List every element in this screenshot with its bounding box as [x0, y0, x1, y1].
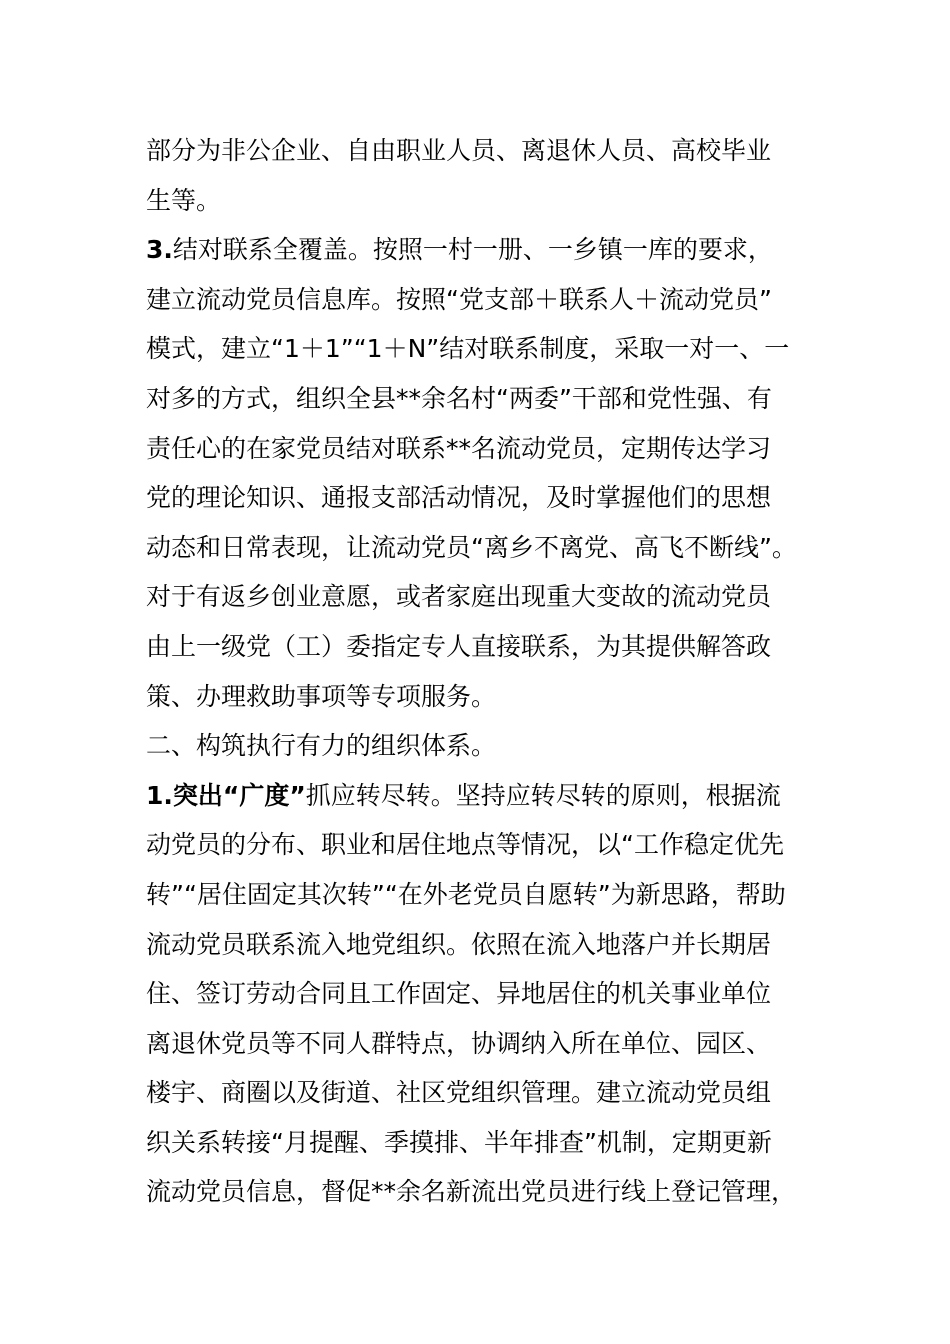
document-body [146, 126, 836, 1217]
text-line: 对于有返乡创业意愿，或者家庭出现重大变故的流动党员 [146, 582, 772, 612]
item-number: 1. [146, 780, 173, 810]
section-heading: 二、构筑执行有力的组织体系。 [146, 731, 497, 761]
item-3-first-line [146, 225, 836, 275]
item-number: 3. [146, 235, 173, 265]
text-line: 建立流动党员信息库。按照“党支部＋联系人＋流动党员” [146, 284, 772, 314]
text-line: 部分为非公企业、自由职业人员、离退休人员、高校毕业 [146, 136, 772, 165]
text-line: 流动党员联系流入地党组织。依照在流入地落户并长期居 [146, 929, 772, 959]
text-line: 转”“居住固定其次转”“在外老党员自愿转”为新思路，帮助 [146, 879, 786, 909]
item-1-text: 抓应转尽转。坚持应转尽转的原则，根据流 [305, 780, 781, 810]
text-line: 离退休党员等不同人群特点，协调纳入所在单位、园区、 [146, 1028, 772, 1058]
item-1-first-line [146, 771, 836, 821]
text-line: 模式，建立“1＋1”“1＋N”结对联系制度，采取一对一、一 [146, 334, 790, 364]
text-line: 织关系转接“月提醒、季摸排、半年排查”机制，定期更新 [146, 1127, 772, 1157]
text-line: 动党员的分布、职业和居住地点等情况，以“工作稳定优先 [146, 830, 784, 860]
item-bold-lead: 突出“广度” [172, 780, 306, 810]
text-line: 住、签订劳动合同且工作固定、异地居住的机关事业单位 [146, 979, 772, 1009]
text-line: 流动党员信息，督促**余名新流出党员进行线上登记管理， [146, 1177, 797, 1207]
text-line: 对多的方式，组织全县**余名村“两委”干部和党性强、有 [146, 383, 772, 413]
text-line: 责任心的在家党员结对联系**名流动党员，定期传达学习 [146, 433, 772, 463]
text-line: 动态和日常表现，让流动党员“离乡不离党、高飞不断线”。 [146, 532, 797, 562]
text-line: 生等。 [146, 185, 222, 215]
text-line: 由上一级党（工）委指定专人直接联系，为其提供解答政 [146, 631, 772, 661]
item-3-text: 结对联系全覆盖。按照一村一册、一乡镇一库的要求， [172, 235, 773, 265]
text-line: 楼宇、商圈以及街道、社区党组织管理。建立流动党员组 [146, 1078, 772, 1108]
text-line: 策、办理救助事项等专项服务。 [146, 681, 497, 711]
text-line: 党的理论知识、通报支部活动情况，及时掌握他们的思想 [146, 483, 772, 513]
